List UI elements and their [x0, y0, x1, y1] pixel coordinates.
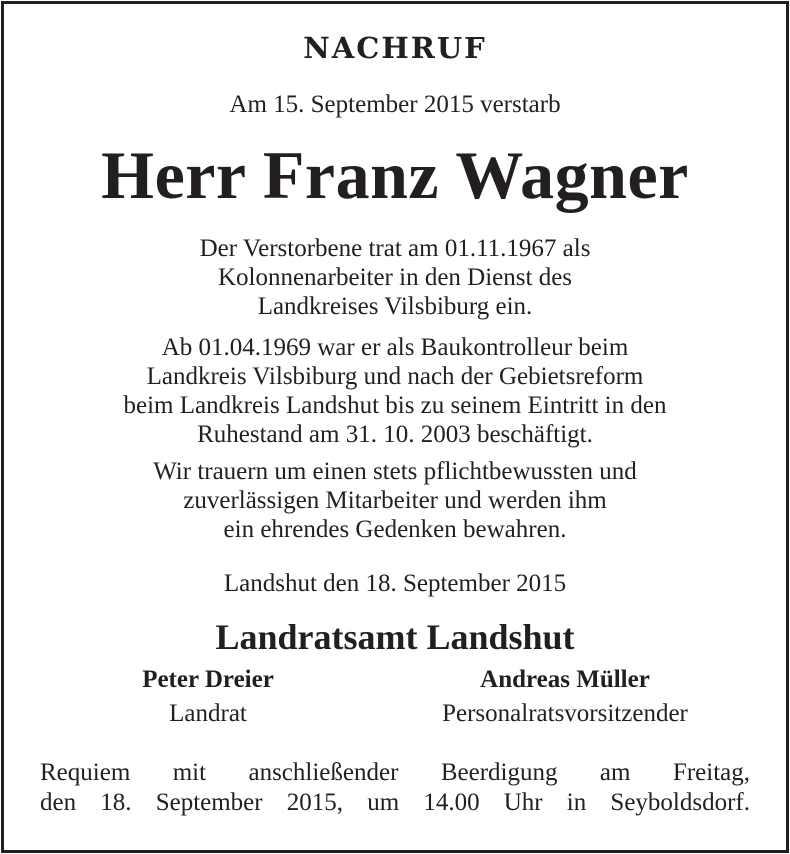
text-line: Ab 01.04.1969 war er als Baukontrolleur beim [161, 334, 629, 361]
text-line: Wir trauern um einen stets pflichtbewussten und [153, 458, 637, 485]
text-line: Kolonnenarbeiter in den Dienst des [217, 264, 573, 291]
signer-landrat [108, 667, 308, 726]
signer-name: Andreas Müller [480, 666, 650, 693]
authority-name: Landratsamt Landshut [215, 617, 575, 657]
paragraph-career [20, 333, 770, 449]
text-line: Der Verstorbene trat am 01.11.1967 als [199, 235, 591, 262]
signer-title: Personalratsvorsitzender [442, 700, 688, 727]
signer-name: Peter Dreier [142, 666, 274, 693]
text-line: ein ehrendes Gedenken bewahren. [223, 516, 567, 543]
text-line: den 18. September 2015, um 14.00 Uhr in Seyboldsdorf. [40, 789, 750, 816]
text-line: Landkreises Vilsbiburg ein. [257, 293, 533, 320]
death-date-line: Am 15. September 2015 verstarb [229, 91, 561, 118]
text-line: beim Landkreis Landshut bis zu seinem Eintritt in den [123, 392, 667, 419]
paragraph-mourning [20, 457, 770, 544]
text-line: Requiem mit anschließender Beerdigung am Freitag, [40, 759, 750, 786]
text-line: zuverlässigen Mitarbeiter und werden ihm [183, 487, 607, 514]
place-date-line: Landshut den 18. September 2015 [223, 570, 567, 597]
paragraph-employment-start [20, 234, 770, 321]
signer-personalrat [400, 667, 730, 726]
text-line: Ruhestand am 31. 10. 2003 beschäftigt. [197, 421, 593, 448]
signer-title: Landrat [169, 700, 247, 727]
funeral-info [40, 758, 750, 818]
notice-heading: NACHRUF [303, 31, 487, 65]
text-line: Landkreis Vilsbiburg und nach der Gebietsreform [146, 363, 644, 390]
deceased-name: Herr Franz Wagner [101, 137, 689, 213]
